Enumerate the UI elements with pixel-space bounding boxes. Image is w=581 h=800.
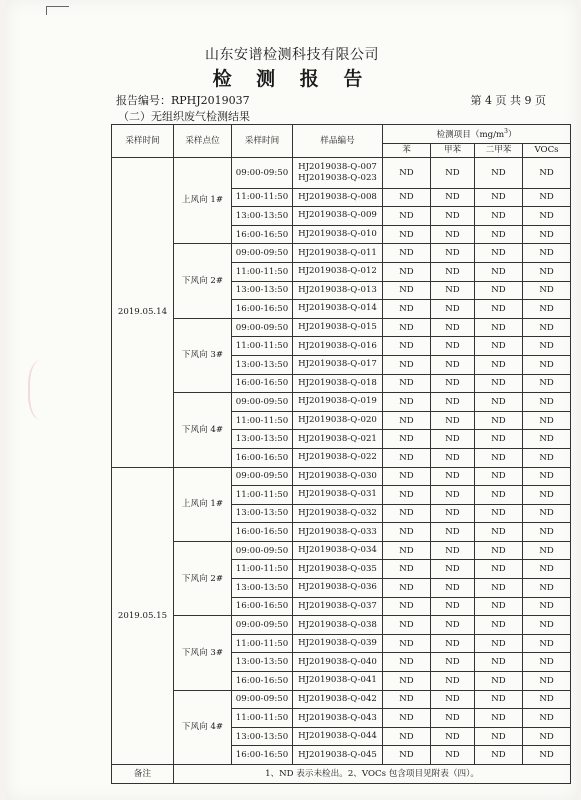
sample-time: 11:00-11:50 [232,634,293,653]
table-row [112,157,571,188]
table-row [112,616,571,635]
value-xylene: ND [475,560,523,579]
value-toluene: ND [431,448,475,467]
value-toluene: ND [431,244,475,263]
sample-id: HJ2019038-Q-032 [298,507,377,518]
sample-time: 13:00-13:50 [232,504,293,523]
value-benzene: ND [383,727,431,746]
value-benzene: ND [383,374,431,393]
value-xylene: ND [475,188,523,207]
sample-point: 上风向 1# [174,467,232,541]
value-vocs: ND [523,672,571,691]
sample-time: 13:00-13:50 [232,727,293,746]
value-vocs: ND [523,523,571,542]
value-xylene: ND [475,262,523,281]
sample-id: HJ2019038-Q-034 [298,545,377,556]
sample-point: 上风向 1# [174,157,232,244]
value-benzene: ND [383,207,431,226]
sample-id-cell [293,467,383,486]
sample-id-cell [293,244,383,263]
sample-id: HJ2019038-Q-043 [298,712,377,723]
section-heading: （二）无组织废气检测结果 [118,110,250,123]
sample-time: 16:00-16:50 [232,746,293,765]
item-toluene: 甲苯 [431,143,475,157]
value-benzene: ND [383,411,431,430]
sample-time: 13:00-13:50 [232,207,293,226]
sample-id: HJ2019038-Q-044 [298,731,377,742]
value-xylene: ND [475,300,523,319]
value-benzene: ND [383,690,431,709]
report-number: 报告编号：RPHJ2019037 [116,94,250,107]
sample-id: HJ2019038-Q-035 [298,563,377,574]
value-benzene: ND [383,337,431,356]
value-xylene: ND [475,727,523,746]
sample-id-cell [293,157,383,188]
value-toluene: ND [431,597,475,616]
value-benzene: ND [383,188,431,207]
col-header-items [383,125,571,144]
value-toluene: ND [431,262,475,281]
value-benzene: ND [383,393,431,412]
value-toluene: ND [431,634,475,653]
value-xylene: ND [475,318,523,337]
sample-id: HJ2019038-Q-031 [298,489,377,500]
value-xylene: ND [475,374,523,393]
table-row [112,467,571,486]
results-body [112,157,571,764]
sample-id: HJ2019038-Q-009 [298,210,377,221]
value-vocs: ND [523,225,571,244]
sample-id: HJ2019038-Q-045 [298,749,377,760]
value-xylene: ND [475,746,523,765]
table-row [112,541,571,560]
value-benzene: ND [383,281,431,300]
sample-id-secondary: HJ2019038-Q-023 [298,172,377,183]
value-xylene: ND [475,281,523,300]
sample-id: HJ2019038-Q-039 [298,638,377,649]
value-toluene: ND [431,318,475,337]
value-toluene: ND [431,411,475,430]
sample-id-cell [293,300,383,319]
value-benzene: ND [383,634,431,653]
value-vocs: ND [523,504,571,523]
value-benzene: ND [383,262,431,281]
value-vocs: ND [523,541,571,560]
table-row [112,690,571,709]
header-row [112,125,571,144]
value-vocs: ND [523,411,571,430]
sample-time: 13:00-13:50 [232,281,293,300]
sample-id-cell [293,672,383,691]
value-toluene: ND [431,504,475,523]
sample-id-cell [293,430,383,449]
unit-superscript: 3 [504,128,508,136]
sample-id-cell [293,355,383,374]
value-xylene: ND [475,225,523,244]
sample-id: HJ2019038-Q-008 [298,191,377,202]
report-title: 检 测 报 告 [212,68,372,90]
value-toluene: ND [431,616,475,635]
value-toluene: ND [431,393,475,412]
item-vocs: VOCs [523,143,571,157]
value-toluene: ND [431,467,475,486]
sample-id: HJ2019038-Q-030 [298,470,377,481]
sample-date: 2019.05.14 [112,157,174,467]
value-xylene: ND [475,523,523,542]
value-xylene: ND [475,467,523,486]
sample-id-cell [293,727,383,746]
value-benzene: ND [383,157,431,188]
sample-time: 13:00-13:50 [232,579,293,598]
value-vocs: ND [523,318,571,337]
sample-time: 09:00-09:50 [232,157,293,188]
sample-id-cell [293,709,383,728]
value-benzene: ND [383,746,431,765]
report-page [6,0,578,800]
sample-id-cell [293,504,383,523]
note-text: 1、ND 表示未检出。2、VOCs 包含项目见附表（四）。 [174,765,571,784]
sample-id-cell [293,262,383,281]
sample-time: 11:00-11:50 [232,560,293,579]
value-benzene: ND [383,355,431,374]
faded-stamp-mark [28,360,60,420]
corner-mark [46,6,69,15]
sample-id-cell [293,746,383,765]
value-vocs: ND [523,355,571,374]
table-row [112,393,571,412]
sample-id-cell [293,337,383,356]
sample-id-cell [293,523,383,542]
value-toluene: ND [431,541,475,560]
sample-time: 16:00-16:50 [232,448,293,467]
sample-id-cell [293,597,383,616]
value-toluene: ND [431,653,475,672]
sample-time: 09:00-09:50 [232,318,293,337]
sample-time: 11:00-11:50 [232,188,293,207]
sample-id-cell [293,634,383,653]
sample-time: 09:00-09:50 [232,690,293,709]
item-benzene: 苯 [383,143,431,157]
value-vocs: ND [523,374,571,393]
value-xylene: ND [475,504,523,523]
value-vocs: ND [523,262,571,281]
sample-id: HJ2019038-Q-033 [298,526,377,537]
value-benzene: ND [383,486,431,505]
sample-id: HJ2019038-Q-042 [298,693,377,704]
value-xylene: ND [475,486,523,505]
value-benzene: ND [383,597,431,616]
value-toluene: ND [431,430,475,449]
value-benzene: ND [383,448,431,467]
value-xylene: ND [475,448,523,467]
col-header-time: 采样时间 [232,125,293,158]
sample-id: HJ2019038-Q-011 [298,247,377,258]
value-toluene: ND [431,337,475,356]
value-benzene: ND [383,504,431,523]
value-benzene: ND [383,300,431,319]
value-vocs: ND [523,653,571,672]
value-xylene: ND [475,157,523,188]
sample-id: HJ2019038-Q-018 [298,377,377,388]
sample-point: 下风向 3# [174,318,232,392]
sample-time: 16:00-16:50 [232,672,293,691]
value-xylene: ND [475,653,523,672]
col-header-point: 采样点位 [174,125,232,158]
note-row [112,765,571,784]
value-benzene: ND [383,672,431,691]
sample-id-cell [293,411,383,430]
value-benzene: ND [383,579,431,598]
sample-id-cell [293,374,383,393]
sample-time: 16:00-16:50 [232,374,293,393]
value-xylene: ND [475,244,523,263]
value-benzene: ND [383,225,431,244]
sample-id-cell [293,560,383,579]
sample-time: 16:00-16:50 [232,597,293,616]
sample-time: 13:00-13:50 [232,355,293,374]
value-vocs: ND [523,430,571,449]
value-toluene: ND [431,523,475,542]
sample-time: 09:00-09:50 [232,616,293,635]
sample-id: HJ2019038-Q-010 [298,229,377,240]
sample-time: 11:00-11:50 [232,262,293,281]
sample-time: 09:00-09:50 [232,467,293,486]
sample-time: 16:00-16:50 [232,523,293,542]
sample-id-cell [293,653,383,672]
sample-id: HJ2019038-Q-012 [298,266,377,277]
sample-id-cell [293,579,383,598]
sample-id-cell [293,318,383,337]
sample-id-cell [293,616,383,635]
value-benzene: ND [383,318,431,337]
value-benzene: ND [383,709,431,728]
items-label: 检测项目（mg/m [436,130,505,141]
sample-id: HJ2019038-Q-014 [298,303,377,314]
sample-point: 下风向 2# [174,541,232,615]
value-toluene: ND [431,672,475,691]
sample-id-cell [293,541,383,560]
value-vocs: ND [523,634,571,653]
col-header-date: 采样时间 [112,125,174,158]
sample-time: 11:00-11:50 [232,337,293,356]
sample-id-cell [293,225,383,244]
value-xylene: ND [475,597,523,616]
value-benzene: ND [383,467,431,486]
value-vocs: ND [523,207,571,226]
value-xylene: ND [475,393,523,412]
value-xylene: ND [475,207,523,226]
sample-id-cell [293,486,383,505]
value-benzene: ND [383,616,431,635]
sample-id: HJ2019038-Q-040 [298,656,377,667]
value-vocs: ND [523,467,571,486]
value-toluene: ND [431,207,475,226]
value-xylene: ND [475,541,523,560]
sample-id-cell [293,690,383,709]
value-vocs: ND [523,337,571,356]
value-xylene: ND [475,634,523,653]
value-xylene: ND [475,337,523,356]
value-benzene: ND [383,560,431,579]
sample-id-cell [293,448,383,467]
value-benzene: ND [383,523,431,542]
value-toluene: ND [431,727,475,746]
sample-id: HJ2019038-Q-036 [298,582,377,593]
value-toluene: ND [431,709,475,728]
value-toluene: ND [431,690,475,709]
value-vocs: ND [523,281,571,300]
sample-id: HJ2019038-Q-041 [298,675,377,686]
value-vocs: ND [523,597,571,616]
value-toluene: ND [431,746,475,765]
sample-id: HJ2019038-Q-037 [298,600,377,611]
sample-time: 09:00-09:50 [232,541,293,560]
sample-id: HJ2019038-Q-007 [298,161,377,172]
sample-point: 下风向 4# [174,690,232,764]
value-vocs: ND [523,727,571,746]
sample-time: 13:00-13:50 [232,653,293,672]
value-vocs: ND [523,616,571,635]
value-vocs: ND [523,393,571,412]
sample-id: HJ2019038-Q-013 [298,284,377,295]
value-vocs: ND [523,690,571,709]
company-name: 山东安谱检测科技有限公司 [205,47,379,63]
value-toluene: ND [431,157,475,188]
sample-point: 下风向 4# [174,393,232,467]
sample-id: HJ2019038-Q-016 [298,340,377,351]
value-vocs: ND [523,300,571,319]
sample-time: 11:00-11:50 [232,709,293,728]
value-benzene: ND [383,244,431,263]
col-header-sample: 样品编号 [293,125,383,158]
value-vocs: ND [523,560,571,579]
sample-time: 09:00-09:50 [232,244,293,263]
value-vocs: ND [523,746,571,765]
sample-id-cell [293,393,383,412]
value-xylene: ND [475,690,523,709]
value-benzene: ND [383,430,431,449]
sample-id-cell [293,281,383,300]
sample-point: 下风向 2# [174,244,232,318]
page-number: 第 4 页 共 9 页 [470,94,546,107]
value-vocs: ND [523,244,571,263]
value-vocs: ND [523,448,571,467]
value-toluene: ND [431,188,475,207]
sample-time: 16:00-16:50 [232,300,293,319]
sample-time: 09:00-09:50 [232,393,293,412]
sample-id: HJ2019038-Q-019 [298,396,377,407]
value-toluene: ND [431,281,475,300]
sample-id: HJ2019038-Q-038 [298,619,377,630]
value-xylene: ND [475,616,523,635]
item-xylene: 二甲苯 [475,143,523,157]
value-toluene: ND [431,355,475,374]
sample-time: 11:00-11:50 [232,411,293,430]
value-vocs: ND [523,157,571,188]
value-xylene: ND [475,709,523,728]
value-xylene: ND [475,672,523,691]
sample-date: 2019.05.15 [112,467,174,765]
value-toluene: ND [431,560,475,579]
value-xylene: ND [475,430,523,449]
sample-id: HJ2019038-Q-021 [298,433,377,444]
sample-id: HJ2019038-Q-017 [298,359,377,370]
table-row [112,244,571,263]
sample-id: HJ2019038-Q-022 [298,452,377,463]
value-toluene: ND [431,374,475,393]
value-vocs: ND [523,579,571,598]
sample-id: HJ2019038-Q-020 [298,415,377,426]
value-xylene: ND [475,411,523,430]
results-table [111,124,571,784]
value-xylene: ND [475,579,523,598]
sample-time: 11:00-11:50 [232,486,293,505]
value-vocs: ND [523,188,571,207]
sample-id: HJ2019038-Q-015 [298,322,377,333]
value-toluene: ND [431,300,475,319]
value-toluene: ND [431,579,475,598]
note-label: 备注 [112,765,174,784]
value-benzene: ND [383,541,431,560]
sample-point: 下风向 3# [174,616,232,690]
value-xylene: ND [475,355,523,374]
sample-time: 16:00-16:50 [232,225,293,244]
table-row [112,318,571,337]
value-toluene: ND [431,225,475,244]
sample-id-cell [293,188,383,207]
sample-time: 13:00-13:50 [232,430,293,449]
value-benzene: ND [383,653,431,672]
sample-id-cell [293,207,383,226]
items-label-end: ） [507,130,517,141]
value-vocs: ND [523,709,571,728]
value-toluene: ND [431,486,475,505]
value-vocs: ND [523,486,571,505]
